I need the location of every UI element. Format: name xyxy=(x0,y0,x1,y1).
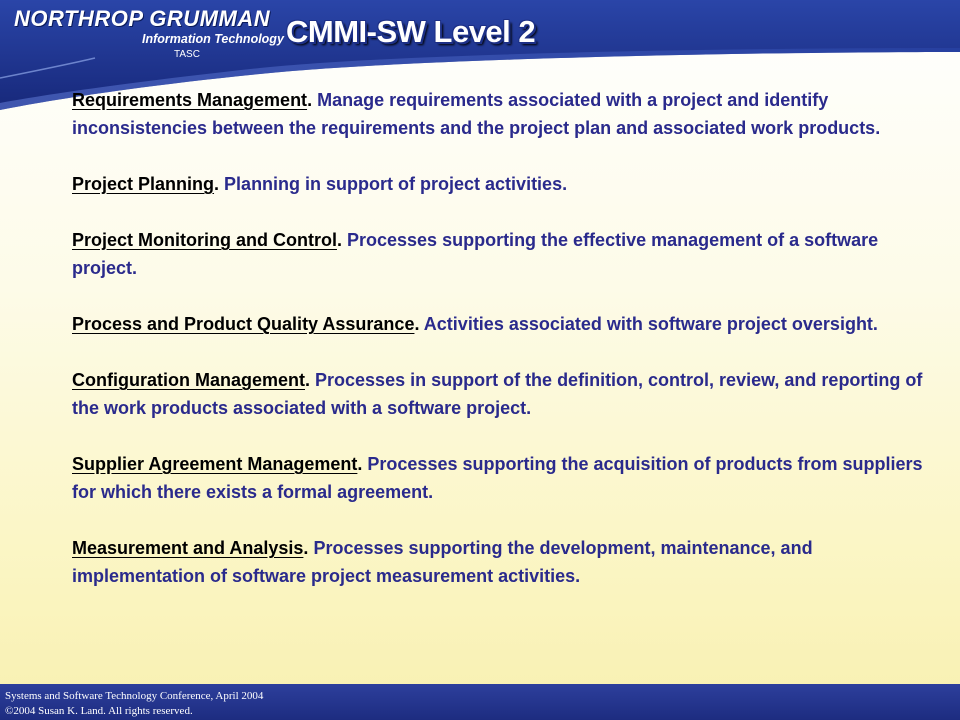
list-item xyxy=(72,450,932,506)
item-description: Planning in support of project activities. xyxy=(224,174,568,194)
footer xyxy=(5,689,263,719)
item-term: Supplier Agreement Management xyxy=(72,454,358,474)
item-term: Measurement and Analysis xyxy=(72,538,304,558)
item-separator: . xyxy=(307,90,318,110)
footer-copyright: ©2004 Susan K. Land. All rights reserved. xyxy=(5,705,193,717)
list-item xyxy=(72,310,932,338)
logo-name: NORTHROP GRUMMAN xyxy=(14,6,271,31)
list-item xyxy=(72,534,932,590)
list-item xyxy=(72,86,932,142)
item-description: Activities associated with software project oversight. xyxy=(423,314,878,334)
list-item xyxy=(72,170,932,198)
list-item xyxy=(72,226,932,282)
item-term: Project Planning xyxy=(72,174,215,194)
item-separator: . xyxy=(357,454,368,474)
footer-conference: Systems and Software Technology Conference, April 2004 xyxy=(5,690,264,702)
list-item xyxy=(72,366,932,422)
logo-division: Information Technology xyxy=(142,32,284,46)
item-description: Processes supporting the development, maintenance, and implementation of software project measurement activities. xyxy=(72,538,813,586)
item-description: Processes in support of the definition, control, review, and reporting of the work products associated with a software project. xyxy=(72,370,923,418)
item-separator: . xyxy=(305,370,316,390)
item-term: Configuration Management xyxy=(72,370,305,390)
item-description: Processes supporting the acquisition of products from suppliers for which there exists a formal agreement. xyxy=(72,454,923,502)
item-term: Project Monitoring and Control xyxy=(72,230,337,250)
slide-title: CMMI-SW Level 2 xyxy=(286,14,536,49)
item-separator: . xyxy=(414,314,424,334)
item-separator: . xyxy=(214,174,225,194)
definitions-list xyxy=(72,86,932,618)
company-logo xyxy=(14,6,284,64)
item-separator: . xyxy=(336,230,347,250)
logo-unit: TASC xyxy=(174,49,200,60)
item-separator: . xyxy=(303,538,314,558)
item-description: Processes supporting the effective management of a software project. xyxy=(72,230,879,278)
item-description: Manage requirements associated with a project and identify inconsistencies between the requirements and the project plan and associated work products. xyxy=(72,90,881,138)
item-term: Process and Product Quality Assurance xyxy=(72,314,415,334)
item-term: Requirements Management xyxy=(72,90,308,110)
